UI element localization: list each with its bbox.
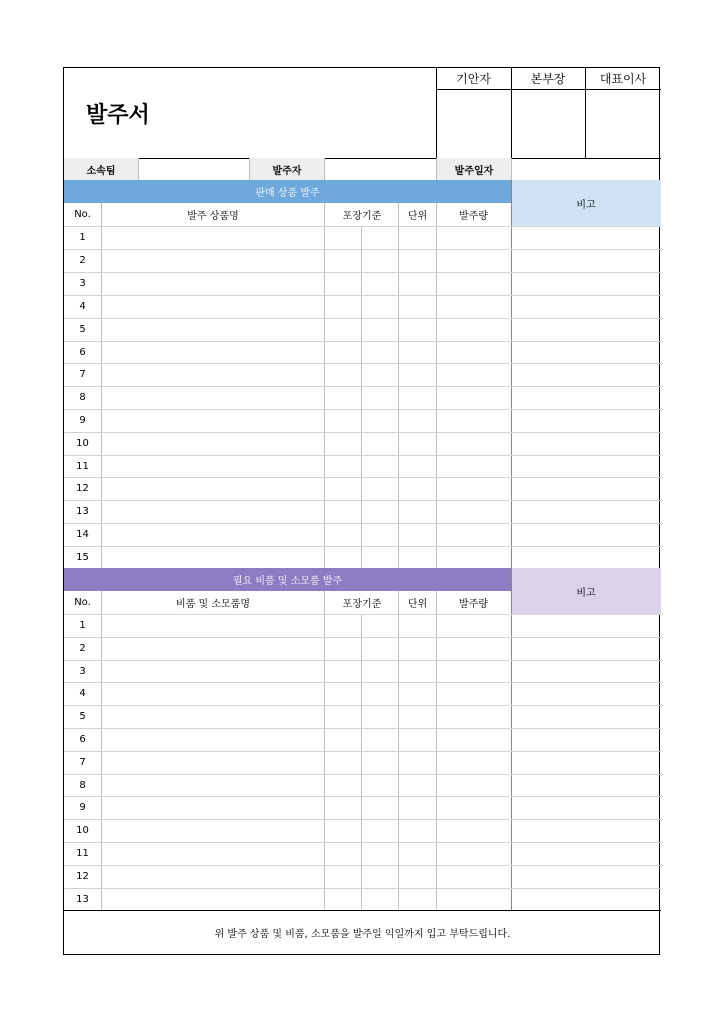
section2-header-unit: 단위: [407, 599, 428, 610]
team-field[interactable]: [139, 158, 249, 180]
section1-header-name: 발주 상품명: [187, 211, 239, 222]
section2-row-no: 3: [79, 665, 86, 677]
section1-title: 판매 상품 발주: [64, 180, 511, 203]
approval-head-sign-box[interactable]: [512, 90, 584, 158]
section2-row-no: 7: [79, 757, 86, 768]
section2-row-no: 4: [79, 688, 86, 699]
section1-row-no: 12: [76, 483, 89, 494]
section2-header-name: 비품 및 소모품명: [176, 599, 250, 610]
section1-header-no: No.: [74, 209, 91, 220]
order-date-label: 발주일자: [437, 158, 511, 180]
section2-row-no: 11: [76, 848, 89, 859]
section2-header-qty: 발주량: [459, 599, 488, 610]
section2-title: 필요 비품 및 소모품 발주: [64, 568, 511, 591]
section1-remarks-header: 비고: [511, 180, 661, 226]
orderer-field[interactable]: [325, 158, 436, 180]
section1-header-unit: 단위: [407, 211, 428, 222]
section1-row-no: 3: [79, 278, 86, 289]
section2-remarks-header: 비고: [511, 568, 661, 614]
section1-row-no: 14: [76, 529, 89, 540]
section2-row-no: 1: [79, 620, 86, 631]
footer-note: 위 발주 상품 및 비품, 소모품을 발주일 익일까지 입고 부탁드립니다.: [214, 928, 511, 940]
section1-row-no: 5: [79, 324, 86, 335]
section2-row-no: 12: [76, 871, 89, 882]
section2-row-no: 2: [79, 643, 86, 654]
section1-row-no: 6: [79, 346, 86, 358]
section2-header-no: No.: [74, 597, 91, 608]
approval-ceo-label: 대표이사: [599, 72, 647, 86]
section1-row-no: 7: [79, 369, 86, 380]
approval-head-label: 본부장: [530, 72, 566, 86]
section1-row-no: 4: [79, 301, 86, 312]
order-form: [63, 67, 660, 955]
approval-drafter-label: 기안자: [456, 72, 491, 86]
section1-row-no: 15: [76, 551, 89, 563]
section1-row-no: 9: [79, 415, 86, 426]
section2-row-no: 8: [79, 779, 86, 791]
approval-ceo-sign-box[interactable]: [586, 90, 660, 158]
section2-row-no: 6: [79, 734, 86, 745]
section1-row-no: 13: [76, 506, 89, 517]
section2-row-no: 5: [79, 711, 86, 722]
section2-row-no: 10: [76, 825, 89, 836]
document-title: 발주서: [86, 103, 150, 128]
section2-row-no: 13: [76, 893, 89, 905]
section1-row-no: 1: [79, 232, 86, 243]
orderer-label: 발주자: [250, 158, 324, 180]
section2-header-packing: 포장기준: [342, 599, 382, 610]
section1-header-packing: 포장기준: [342, 211, 382, 222]
section1-row-no: 10: [76, 438, 89, 449]
section1-row-no: 11: [76, 460, 89, 472]
section1-header-qty: 발주량: [459, 211, 488, 222]
order-date-field[interactable]: [512, 158, 661, 180]
section1-row-no: 2: [79, 255, 86, 266]
approval-drafter-sign-box[interactable]: [437, 90, 510, 158]
section2-row-no: 9: [79, 802, 86, 813]
team-label: 소속팀: [64, 158, 138, 180]
section1-row-no: 8: [79, 392, 86, 403]
